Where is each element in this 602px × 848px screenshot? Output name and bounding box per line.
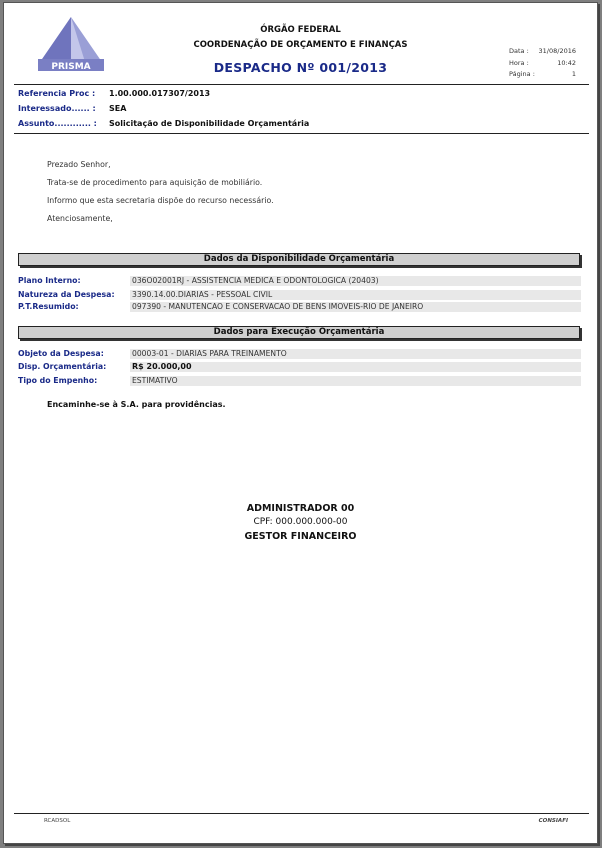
interessado-value: SEA [109,104,127,113]
info-divider [14,133,589,134]
plano-interno-value: 036O02001RJ - ASSISTENCIA MEDICA E ODONTOLOGICA (20403) [130,276,581,286]
disp-orcamentaria-value: R$ 20.000,00 [130,362,581,372]
svg-text:PRISMA: PRISMA [51,62,91,72]
page-number: 1 [571,70,576,78]
pt-resumido-label: P.T.Resumido: [18,302,79,311]
greeting: Prezado Senhor, [47,160,111,169]
signer-name: ADMINISTRADOR 00 [246,503,355,514]
letter-line-1: Trata-se de procedimento para aquisição de mobiliário. [47,178,263,187]
plano-interno-label: Plano Interno: [18,276,81,285]
objeto-despesa-value: 00003-01 - DIARIAS PARA TREINAMENTO [130,349,581,359]
section-disponibilidade-header: Dados da Disponibilidade Orçamentária [18,253,580,266]
sub-org-name: COORDENAÇÃO DE ORÇAMENTO E FINANÇAS [193,40,408,50]
date-value: 31/08/2016 [538,47,576,55]
assunto-value: Solicitação de Disponibilidade Orçamentária [109,119,310,128]
date-label: Data : [509,47,529,55]
natureza-despesa-value: 3390.14.00.DIARIAS - PESSOAL CIVIL [130,290,581,300]
ref-value: 1.00.000.017307/2013 [109,89,211,98]
pt-resumido-value: 097390 - MANUTENCAO E CONSERVACAO DE BENS IMOVEIS-RIO DE JANEIRO [130,302,581,312]
org-name: ÓRGÃO FEDERAL [260,25,341,35]
document-page [3,2,598,844]
ref-label: Referencia Proc : [18,89,96,98]
tipo-empenho-value: ESTIMATIVO [130,376,581,386]
header-divider [14,84,589,85]
page-title: DESPACHO Nº 001/2013 [213,60,388,75]
time-label: Hora : [509,59,529,67]
signer-role: GESTOR FINANCEIRO [244,531,357,542]
tipo-empenho-label: Tipo do Empenho: [18,376,98,385]
forward-note: Encaminhe-se à S.A. para providências. [47,400,226,409]
time-value: 10:42 [557,59,576,67]
natureza-despesa-label: Natureza da Despesa: [18,290,115,299]
footer-left: RCADSOL [44,818,71,824]
section-execucao-header: Dados para Execução Orçamentária [18,326,580,339]
footer-divider [14,813,589,814]
page-label: Página : [509,70,535,78]
signer-cpf: CPF: 000.000.000-00 [253,517,348,527]
footer-right: CONSIAFI [538,818,568,824]
interessado-label: Interessado...... : [18,104,96,113]
letter-line-2: Informo que esta secretaria dispõe do recurso necessário. [47,196,274,205]
objeto-despesa-label: Objeto da Despesa: [18,349,104,358]
closing: Atenciosamente, [47,214,113,223]
assunto-label: Assunto............ : [18,119,97,128]
disp-orcamentaria-label: Disp. Orçamentária: [18,362,107,371]
